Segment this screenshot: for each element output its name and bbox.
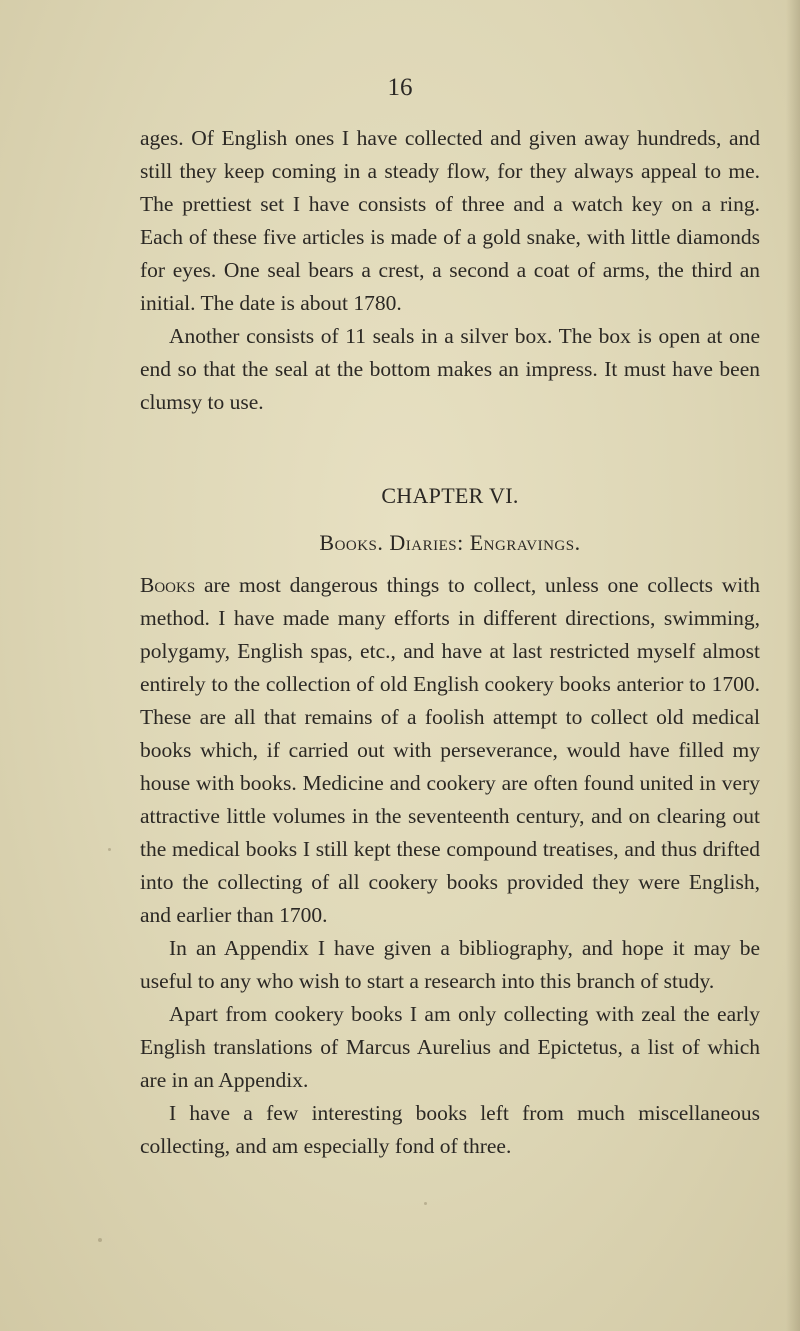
page-number: 16 bbox=[387, 74, 413, 101]
paper-speck bbox=[98, 1238, 102, 1242]
page-edge-shadow bbox=[786, 0, 800, 1331]
paragraph: Another consists of 11 seals in a silver box. The box is open at one end so that the seal at the bottom makes an impress. It must have been clumsy to use. bbox=[140, 324, 760, 414]
paragraph bbox=[140, 998, 760, 1097]
paragraph-text: In an Appendix I have given a bibliography, and hope it may be useful to any who wish to start a research into this branch of study. bbox=[140, 936, 760, 993]
paper-speck bbox=[108, 848, 111, 851]
paragraph-text: Apart from cookery books I am only collecting with zeal the early English translations of Marcus Aurelius and Epictetus, a list of which are in an Appendix. bbox=[140, 1002, 760, 1092]
top-text-block bbox=[140, 122, 760, 419]
paragraph bbox=[140, 932, 760, 998]
chapter-heading: CHAPTER VI. bbox=[381, 483, 519, 508]
chapter-subtitle: Books. Diaries: Engravings. bbox=[319, 530, 581, 555]
paragraph: ages. Of English ones I have collected and given away hundreds, and still they keep coming in a steady flow, for they always appeal to me. The prettiest set I have consists of three and a watch key on a ring. Each of these five articles is made of a gold snake, with little diamonds for eyes. One seal bears a crest, a second a coat of arms, the third an initial. The date is about 1780. bbox=[140, 126, 760, 315]
paragraph-text: I have a few interesting books left from much miscellaneous collecting, and am especially fond of three. bbox=[140, 1101, 760, 1158]
paragraph-lead-word: Books bbox=[140, 573, 196, 597]
paragraph bbox=[140, 1097, 760, 1163]
paper-speck bbox=[424, 1202, 427, 1205]
paragraph-text: are most dangerous things to collect, unless one collects with method. I have made many efforts in different directions, swimming, polygamy, English spas, etc., and have at last restricted myself almost entirely to the collection of old English cookery books anterior to 1700. These are all that remains of a foolish attempt to collect old medical books which, if carried out with perseverance, would have filled my house with books. Medicine and cookery are often found united in very attractive little volumes in the seventeenth century, and on clearing out the medical books I still kept these compound treatises, and thus drifted into the collecting of all cookery books provided they were English, and earlier than 1700. bbox=[140, 573, 760, 927]
chapter-text-block bbox=[140, 569, 760, 1163]
paragraph bbox=[140, 569, 760, 932]
